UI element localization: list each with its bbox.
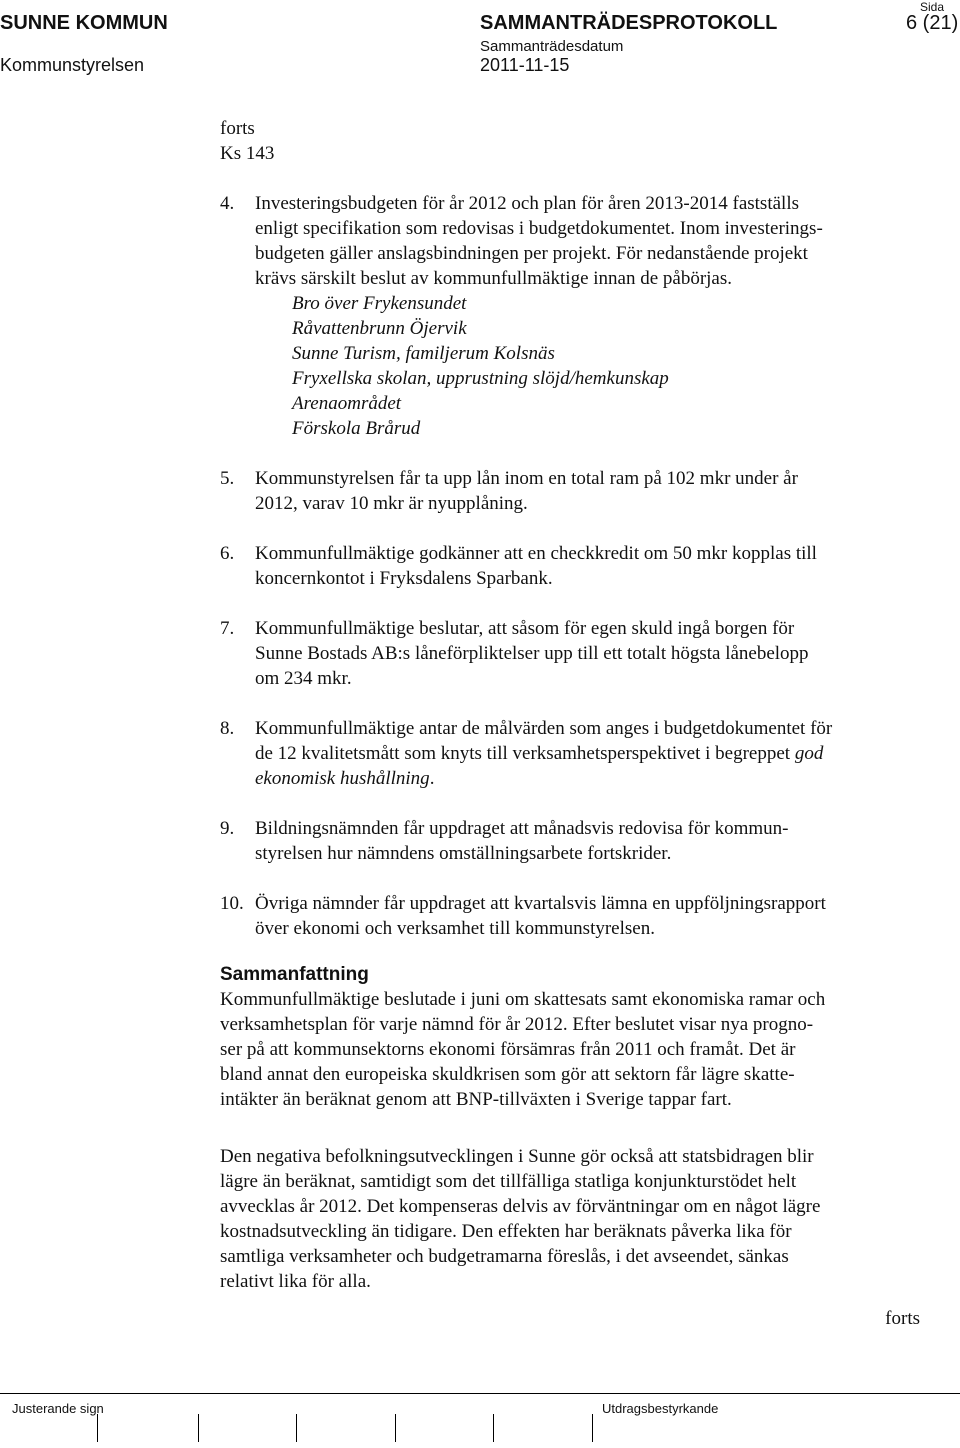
paragraph-line: intäkter än beräknat genom att BNP-tillväxten i Sverige tappar fart. — [220, 1089, 732, 1110]
signature-box-divider — [296, 1414, 297, 1442]
paragraph-line: kostnadsutveckling än tidigare. Den effekten har beräknats påverka lika för — [220, 1221, 792, 1242]
item-text: . — [429, 768, 435, 789]
page-number: 6 (21) — [906, 12, 959, 34]
item-number: 9. — [220, 818, 235, 839]
summary-paragraph-1 — [220, 987, 920, 1112]
signature-box-divider — [198, 1414, 199, 1442]
item-text: de 12 kvalitetsmått som knyts till verksamhetsperspektivet i begreppet — [255, 743, 795, 764]
signature-box-divider — [97, 1414, 98, 1442]
item-line: krävs särskilt beslut av kommunfullmäktige innan de påbörjas. — [255, 268, 733, 289]
item-line: styrelsen hur nämndens omställningsarbete fortskrider. — [255, 843, 672, 864]
item-line: Kommunfullmäktige antar de målvärden som anges i budgetdokumentet för — [255, 718, 833, 739]
item-line: Sunne Bostads AB:s låneförpliktelser upp till ett totalt högsta lånebelopp — [255, 643, 809, 664]
signature-box-divider — [592, 1414, 593, 1442]
paragraph-line: bland annat den europeiska skuldkrisen som gör att sektorn får lägre skatte- — [220, 1064, 795, 1085]
decision-item-10 — [220, 891, 920, 941]
item-number: 8. — [220, 718, 235, 739]
item-line: koncernkontot i Fryksdalens Sparbank. — [255, 568, 553, 589]
protocol-body — [220, 116, 920, 1331]
item-line: 2012, varav 10 mkr är nyupplåning. — [255, 493, 528, 514]
item-line: enligt specifikation som redovisas i budgetdokumentet. Inom investerings- — [255, 218, 823, 239]
item-line: Bildningsnämnden får uppdraget att månadsvis redovisa för kommun- — [255, 818, 789, 839]
project-item: Arenaområdet — [292, 393, 402, 414]
paragraph-line: Den negativa befolkningsutvecklingen i Sunne gör också att statsbidragen blir — [220, 1146, 814, 1167]
signature-box-divider — [395, 1414, 396, 1442]
item-line — [255, 741, 920, 766]
paragraph-line: ser på att kommunsektorns ekonomi försämras från 2011 och framåt. Det är — [220, 1039, 796, 1060]
signature-label: Justerande sign — [12, 1401, 104, 1416]
paragraph-line: verksamhetsplan för varje nämnd för år 2012. Efter beslutet visar nya progno- — [220, 1014, 814, 1035]
decision-item-7 — [220, 616, 920, 691]
item-line: Kommunfullmäktige godkänner att en checkkredit om 50 mkr kopplas till — [255, 543, 817, 564]
signature-footer — [0, 1393, 960, 1448]
case-number: Ks 143 — [220, 143, 275, 164]
item-line: om 234 mkr. — [255, 668, 352, 689]
summary-heading: Sammanfattning — [220, 964, 369, 985]
decision-item-4 — [220, 191, 920, 441]
decision-item-6 — [220, 541, 920, 591]
signature-box-divider — [493, 1414, 494, 1442]
item-line: Kommunfullmäktige beslutar, att såsom för egen skuld ingå borgen för — [255, 618, 795, 639]
decision-item-8 — [220, 716, 920, 791]
item-line — [255, 766, 920, 791]
item-emphasis: god — [794, 743, 824, 764]
project-item: Förskola Brårud — [292, 418, 421, 439]
continued-marker: forts — [220, 118, 255, 139]
paragraph-line: lägre än beräknat, samtidigt som det tillfälliga statliga konjunkturstödet helt — [220, 1171, 797, 1192]
project-item: Sunne Turism, familjerum Kolsnäs — [292, 343, 555, 364]
meeting-date-label: Sammanträdesdatum — [480, 38, 624, 55]
item-line: över ekonomi och verksamhet till kommunstyrelsen. — [255, 918, 655, 939]
item-emphasis: ekonomisk hushållning — [255, 768, 430, 789]
item-number: 7. — [220, 618, 235, 639]
page-label: Sida — [920, 0, 945, 14]
item-line: Kommunstyrelsen får ta upp lån inom en total ram på 102 mkr under år — [255, 468, 798, 489]
item-number: 6. — [220, 543, 235, 564]
paragraph-line: avvecklas år 2012. Det kompenseras delvis av förväntningar om en något lägre — [220, 1196, 821, 1217]
decision-item-9 — [220, 816, 920, 866]
project-item: Fryxellska skolan, upprustning slöjd/hemkunskap — [292, 368, 669, 389]
department-name: Kommunstyrelsen — [0, 55, 145, 75]
summary-paragraph-2 — [220, 1144, 920, 1294]
meeting-date: 2011-11-15 — [480, 55, 570, 75]
paragraph-line: Kommunfullmäktige beslutade i juni om skattesats samt ekonomiska ramar och — [220, 989, 826, 1010]
project-item: Bro över Frykensundet — [292, 293, 467, 314]
project-item: Råvattenbrunn Öjervik — [292, 318, 467, 339]
continued-marker-end: forts — [885, 1308, 920, 1329]
document-title: SAMMANTRÄDESPROTOKOLL — [480, 12, 778, 34]
paragraph-line: samtliga verksamheter och budgetramarna föreslås, i det avseendet, sänkas — [220, 1246, 789, 1267]
item-number: 10. — [220, 893, 244, 914]
item-number: 4. — [220, 193, 235, 214]
item-line: Övriga nämnder får uppdraget att kvartalsvis lämna en uppföljningsrapport — [255, 893, 826, 914]
paragraph-line: relativt lika för alla. — [220, 1271, 371, 1292]
item-line: Investeringsbudgeten för år 2012 och plan för åren 2013-2014 fastställs — [255, 193, 799, 214]
extract-certification-label: Utdragsbestyrkande — [602, 1401, 719, 1416]
decision-item-5 — [220, 466, 920, 516]
item-number: 5. — [220, 468, 235, 489]
organization-name: SUNNE KOMMUN — [0, 12, 168, 34]
project-list — [292, 291, 920, 441]
item-line: budgeten gäller anslagsbindningen per projekt. För nedanstående projekt — [255, 243, 808, 264]
